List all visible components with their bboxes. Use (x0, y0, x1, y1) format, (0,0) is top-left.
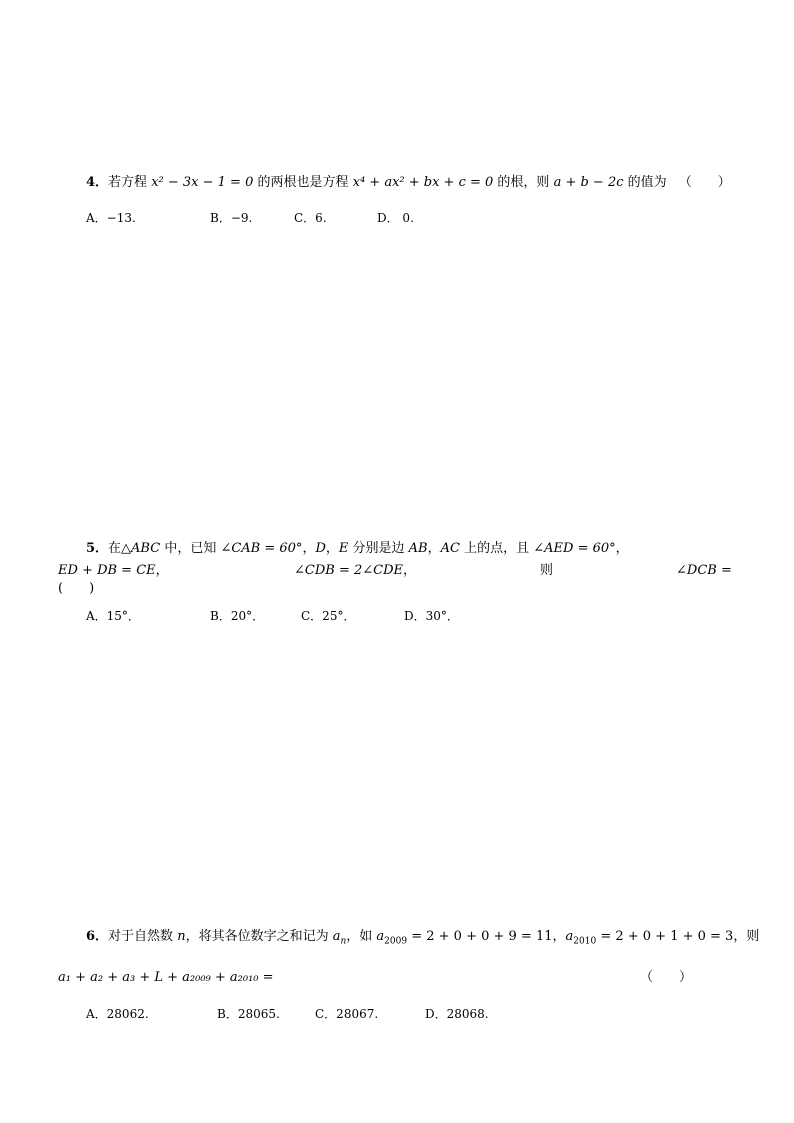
stem-text: ， (325, 541, 339, 556)
stem-text: ， (403, 563, 417, 578)
option-d: D．30°． (404, 609, 459, 623)
option-b: B．20°． (210, 609, 265, 623)
side-ac: AC (440, 541, 460, 556)
equation-2: x⁴ + ax² + bx + c = 0 (352, 175, 494, 190)
answer-blank: （ ） (678, 175, 731, 190)
option-b: B．−9. (210, 211, 253, 225)
stem-text: ， (552, 929, 566, 944)
option-c: C．28067. (315, 1007, 379, 1021)
stem-text: 的值为 (623, 175, 667, 190)
stem-text: 的根，则 (493, 175, 554, 190)
point-e: E (338, 541, 349, 556)
variable-a: a (565, 929, 574, 944)
stem-text: ， (615, 541, 629, 556)
subscript: 2009 (384, 936, 408, 947)
stem-text: ，如 (346, 929, 377, 944)
question-number: 4． (86, 175, 109, 190)
question-number: 6． (86, 929, 109, 944)
subscript: n (340, 936, 347, 947)
answer-blank: ( ) (58, 581, 95, 596)
variable-n: n (177, 929, 186, 944)
answer-blank: （ ） (640, 970, 693, 985)
side-ab: AB (408, 541, 428, 556)
example-2009: = 2 + 0 + 0 + 9 = 11 (407, 929, 553, 944)
question-6-line-2 (58, 969, 274, 987)
option-c: C．25°． (301, 609, 356, 623)
equation-1: x² − 3x − 1 = 0 (151, 175, 254, 190)
stem-text: ， (427, 541, 441, 556)
stem-text: ， (155, 563, 169, 578)
point-d: D (315, 541, 326, 556)
condition-ed-db-ce: ED + DB = CE (58, 563, 156, 578)
stem-text: ， (302, 541, 316, 556)
option-b: B．28065. (217, 1007, 280, 1021)
question-5-line-1 (86, 540, 629, 558)
angle-cab: ∠CAB = 60° (220, 541, 303, 556)
angle-aed: ∠AED = 60° (533, 541, 616, 556)
example-2010: = 2 + 0 + 1 + 0 = 3 (596, 929, 734, 944)
option-d: D．28068. (425, 1007, 489, 1021)
option-a: A．−13. (86, 211, 136, 225)
expression: a + b − 2c (553, 175, 624, 190)
question-6-line-1 (86, 928, 759, 946)
question-5-line-2c: 则 (540, 563, 554, 578)
question-5-line-2b (294, 562, 416, 580)
stem-text: ，则 (733, 929, 760, 944)
option-a: A．28062. (86, 1007, 149, 1021)
question-number: 5． (86, 541, 109, 556)
sum-expression: a₁ + a₂ + a₃ + L + a₂₀₀₉ + a₂₀₁₀ = (58, 970, 274, 985)
subscript: 2010 (573, 936, 597, 947)
question-5-line-2a (58, 562, 169, 580)
question-4-stem (86, 174, 731, 192)
stem-text: 中，已知 (160, 541, 221, 556)
question-5-line-2d (676, 562, 732, 580)
stem-text: 对于自然数 (108, 929, 178, 944)
stem-text: 若方程 (108, 175, 152, 190)
variable-a: a (376, 929, 385, 944)
option-a: A．15°． (86, 609, 140, 623)
angle-dcb: ∠DCB = (676, 563, 732, 578)
stem-text: 的两根也是方程 (253, 175, 353, 190)
variable-a: a (332, 929, 341, 944)
triangle-name: ABC (131, 541, 161, 556)
option-d: D． 0. (377, 211, 414, 225)
stem-text: 上的点，且 (459, 541, 534, 556)
stem-text: 在△ (108, 541, 132, 556)
stem-text: ，将其各位数字之和记为 (185, 929, 333, 944)
condition-cdb: ∠CDB = 2∠CDE (294, 563, 403, 578)
stem-text: 分别是边 (348, 541, 409, 556)
option-c: C．6. (294, 211, 327, 225)
